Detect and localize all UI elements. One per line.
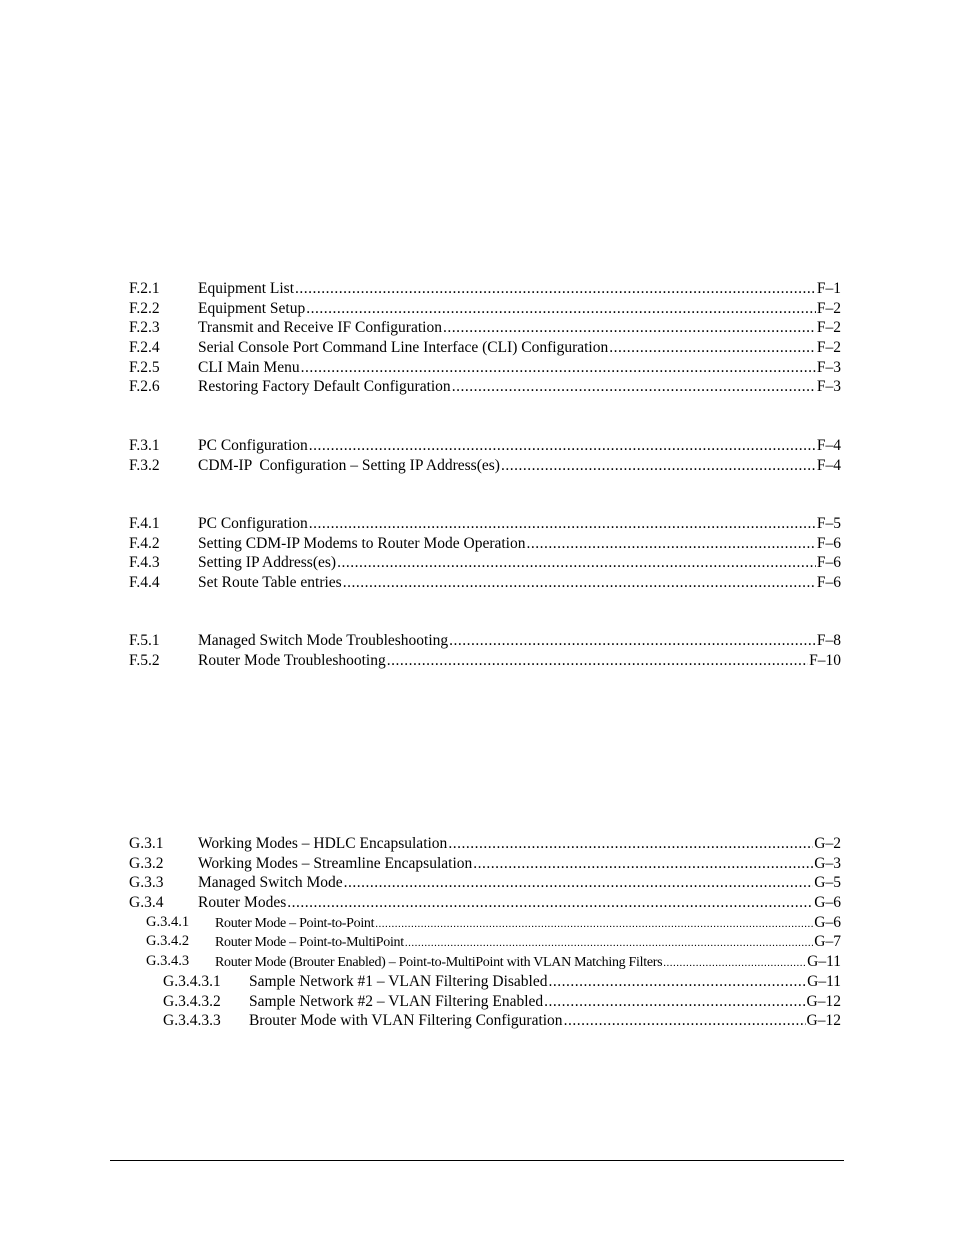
dot-leader	[337, 553, 816, 573]
dot-leader	[544, 992, 805, 1012]
toc-section-f5	[0, 631, 954, 670]
dot-leader	[309, 514, 816, 534]
toc-entry-page: F–3	[816, 358, 841, 376]
dot-leader	[448, 834, 813, 854]
toc-entry-number: F.2.1	[129, 280, 160, 297]
toc-entry-number: F.2.6	[129, 378, 160, 396]
toc-entry-page: F–2	[816, 299, 841, 317]
toc-section-f4	[0, 514, 954, 593]
toc-entry-page: F–6	[816, 534, 841, 552]
toc-entry-title: PC Configuration	[198, 437, 308, 454]
dot-leader	[287, 893, 813, 913]
toc-entry-title: Managed Switch Mode Troubleshooting	[198, 632, 449, 649]
toc-entry-title: Setting IP Address(es)	[198, 554, 337, 572]
toc-entry[interactable]	[0, 358, 954, 378]
toc-entry-title: CDM-IP Configuration – Setting IP Address(es)	[198, 456, 500, 474]
toc-entry-number: F.2.5	[129, 358, 160, 376]
toc-entry-number: G.3.4.3.1	[163, 972, 221, 990]
toc-entry[interactable]	[0, 534, 954, 554]
toc-entry-title: CLI Main Menu	[198, 358, 300, 376]
dot-leader	[387, 651, 808, 671]
toc-entry-page: G–3	[814, 854, 841, 872]
toc-entry-title: Router Mode Troubleshooting	[198, 651, 386, 669]
toc-entry-subsub[interactable]	[0, 972, 954, 992]
dot-leader	[564, 1011, 806, 1031]
toc-entry-title: Equipment List	[198, 280, 295, 297]
toc-entry[interactable]	[0, 553, 954, 573]
toc-entry[interactable]	[0, 873, 954, 893]
dot-leader	[501, 456, 816, 476]
toc-entry-number: G.3.3	[129, 874, 164, 892]
toc-entry[interactable]	[0, 299, 954, 319]
toc-entry-page: F–2	[816, 319, 841, 337]
toc-entry-subsub[interactable]	[0, 1011, 954, 1031]
toc-entry-page: G–11	[807, 953, 841, 971]
toc-entry-page: G–11	[807, 972, 841, 990]
toc-entry-title: Router Mode – Point-to-MultiPoint	[215, 933, 405, 953]
dot-leader	[306, 299, 816, 319]
toc-entry-title: Sample Network #1 – VLAN Filtering Disabled	[249, 972, 548, 990]
toc-entry-number: F.4.3	[129, 554, 160, 572]
toc-section-g3	[0, 834, 954, 1031]
toc-entry-page: F–2	[816, 339, 841, 357]
toc-entry-title: Equipment Setup	[198, 299, 306, 317]
toc-entry[interactable]	[0, 893, 954, 913]
toc-entry-number: F.2.4	[129, 339, 160, 357]
toc-entry-page: F–10	[809, 651, 841, 669]
toc-entry-title: Managed Switch Mode	[198, 874, 343, 892]
footer-rule	[110, 1160, 844, 1161]
toc-entry-title: Router Mode (Brouter Enabled) – Point-to-MultiPoint with VLAN Matching Filters	[215, 953, 663, 973]
toc-entry[interactable]	[0, 377, 954, 397]
toc-entry-page: G–6	[814, 894, 841, 912]
dot-leader	[343, 573, 816, 593]
dot-leader	[548, 972, 806, 992]
toc-entry-page: F–8	[816, 632, 841, 649]
toc-entry[interactable]	[0, 338, 954, 358]
toc-entry-page: F–6	[816, 574, 841, 592]
toc-entry-number: F.5.2	[129, 651, 160, 669]
toc-entry-number: F.3.2	[129, 456, 160, 474]
toc-entry-title: Restoring Factory Default Configuration	[198, 378, 451, 396]
toc-entry[interactable]	[0, 631, 954, 651]
toc-entry-page: G–6	[814, 913, 841, 931]
toc-entry-page: F–6	[816, 554, 841, 572]
toc-entry-page: F–3	[816, 378, 841, 396]
toc-entry-page: F–4	[816, 456, 841, 474]
dot-leader	[301, 358, 816, 378]
toc-entry-subsub[interactable]	[0, 992, 954, 1012]
dot-leader	[344, 873, 814, 893]
toc-entry-title: Router Modes	[198, 894, 287, 912]
toc-entry-title: Sample Network #2 – VLAN Filtering Enabled	[249, 992, 544, 1010]
toc-entry-sub[interactable]	[0, 932, 954, 952]
toc-entry-number: G.3.4.3.2	[163, 992, 221, 1010]
toc-entry-page: F–1	[816, 280, 841, 297]
toc-entry[interactable]	[0, 573, 954, 593]
dot-leader	[443, 318, 816, 338]
dot-leader	[449, 631, 816, 651]
toc-entry-number: F.5.1	[129, 632, 160, 649]
toc-entry[interactable]	[0, 279, 954, 299]
dot-leader	[452, 377, 816, 397]
toc-entry[interactable]	[0, 318, 954, 338]
toc-entry-title: Router Mode – Point-to-Point	[215, 914, 375, 934]
toc-entry-page: G–2	[814, 835, 841, 852]
toc-entry-number: G.3.4.2	[146, 933, 190, 950]
toc-entry-sub[interactable]	[0, 913, 954, 933]
toc-entry[interactable]	[0, 651, 954, 671]
toc-entry-title: Setting CDM-IP Modems to Router Mode Operation	[198, 534, 526, 552]
dot-leader	[295, 279, 816, 299]
toc-entry-number: G.3.4.3	[146, 953, 190, 970]
toc-entry[interactable]	[0, 834, 954, 854]
toc-entry-page: F–4	[816, 437, 841, 454]
toc-entry-title: PC Configuration	[198, 515, 308, 532]
toc-entry-title: Set Route Table entries	[198, 574, 342, 592]
toc-entry-page: G–12	[806, 1012, 841, 1030]
toc-entry-sub[interactable]	[0, 952, 954, 972]
dot-leader	[309, 436, 816, 456]
toc-entry-title: Working Modes – Streamline Encapsulation	[198, 854, 473, 872]
toc-entry-number: G.3.4.3.3	[163, 1012, 221, 1030]
toc-entry[interactable]	[0, 854, 954, 874]
dot-leader	[526, 534, 815, 554]
toc-entry-title: Working Modes – HDLC Encapsulation	[198, 835, 448, 852]
toc-entry-number: F.4.4	[129, 574, 160, 592]
toc-entry-page: F–5	[816, 515, 841, 532]
toc-entry-page: G–5	[814, 874, 841, 892]
toc-entry-title: Brouter Mode with VLAN Filtering Configuration	[249, 1012, 563, 1030]
toc-entry[interactable]	[0, 436, 954, 456]
toc-entry-number: G.3.2	[129, 854, 164, 872]
toc-entry-title: Serial Console Port Command Line Interface (CLI) Configuration	[198, 339, 609, 357]
toc-entry-number: F.3.1	[129, 437, 160, 454]
toc-entry-number: G.3.1	[129, 835, 164, 852]
toc-entry-title: Transmit and Receive IF Configuration	[198, 319, 442, 337]
toc-entry-number: F.2.3	[129, 319, 160, 337]
toc-entry-number: F.2.2	[129, 299, 160, 317]
toc-entry-number: F.4.2	[129, 534, 160, 552]
toc-section-f2	[0, 279, 954, 397]
toc-section-f3	[0, 436, 954, 475]
toc-entry-number: G.3.4	[129, 894, 164, 912]
toc-entry[interactable]	[0, 514, 954, 534]
dot-leader	[609, 338, 816, 358]
toc-entry-number: F.4.1	[129, 515, 160, 532]
dot-leader	[473, 854, 813, 874]
toc-entry-page: G–12	[806, 992, 841, 1010]
toc-entry-page: G–7	[814, 933, 841, 951]
toc-entry-number: G.3.4.1	[146, 913, 190, 930]
toc-entry[interactable]	[0, 456, 954, 476]
